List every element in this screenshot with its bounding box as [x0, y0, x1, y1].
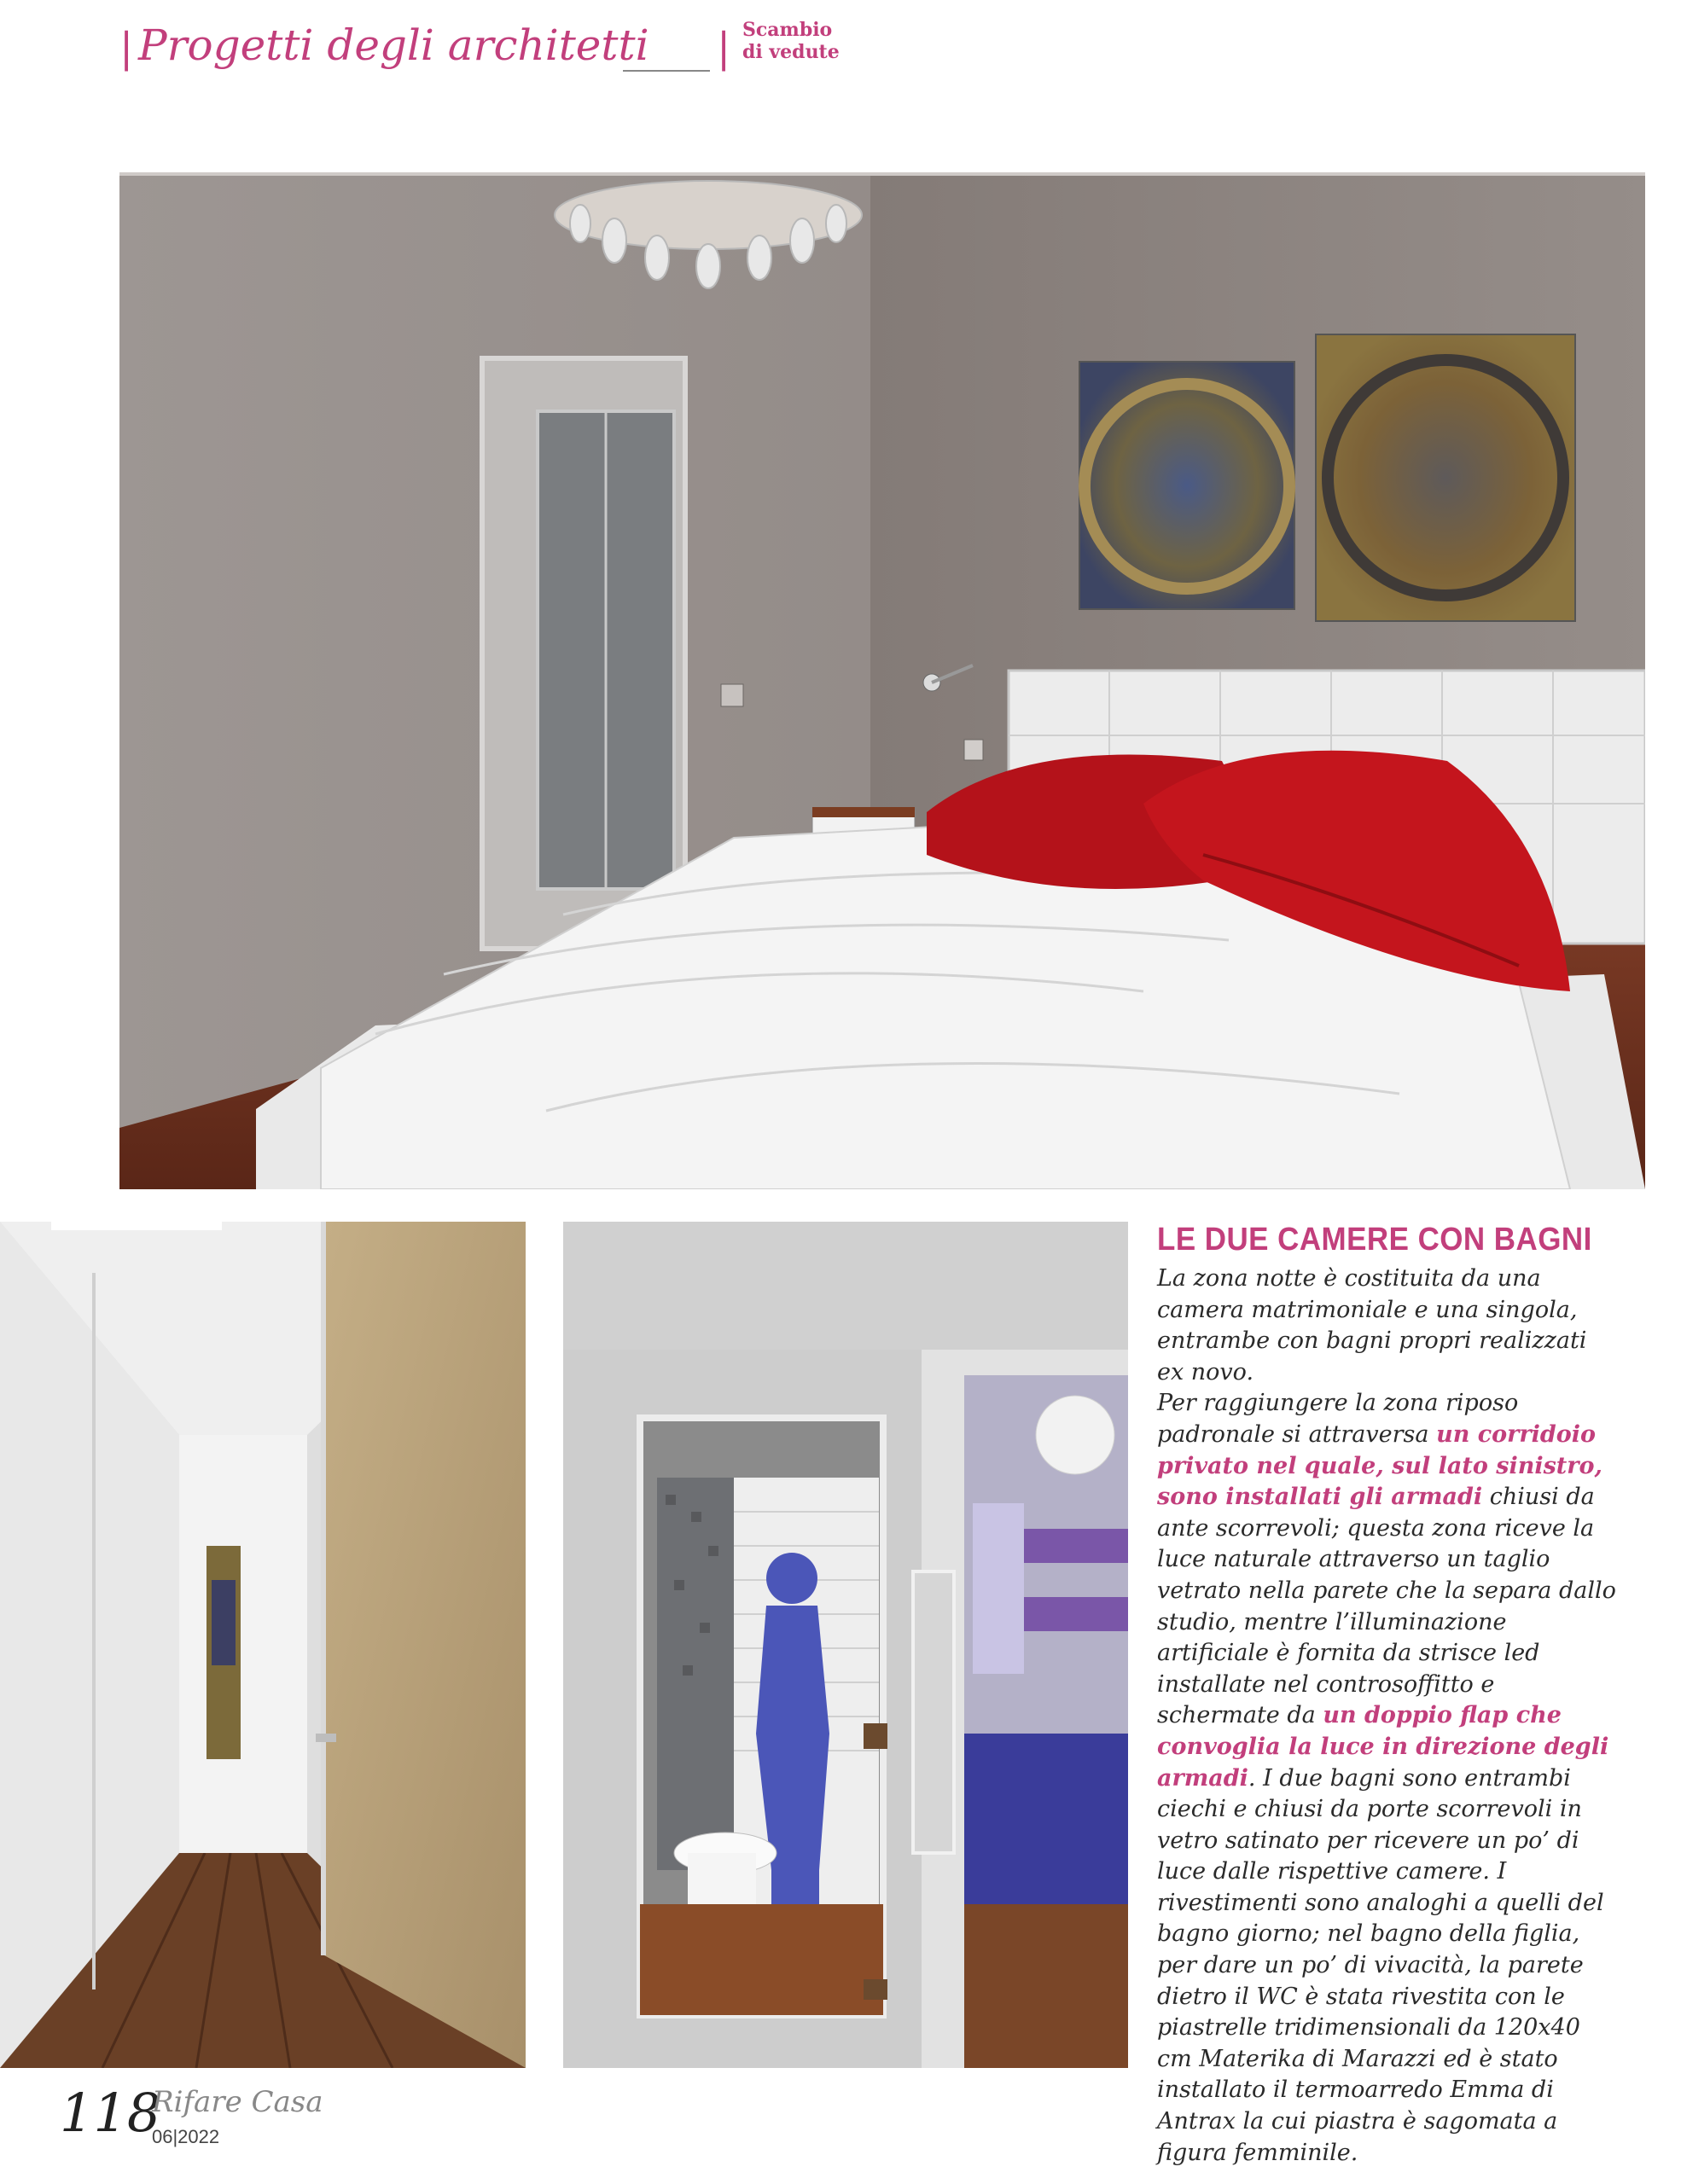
- article-title: LE DUE CAMERE CON BAGNI: [1157, 1222, 1592, 1258]
- article-text: chiusi da ante scorrevoli; questa zona riceve la luce naturale attraverso un taglio vetrato nella parete che la separa dallo studio, mentre l’illuminazione artificiale è fornita da strisce led installate nel controsoffitto e schermate da: [1157, 1484, 1616, 1729]
- article-paragraph-1: La zona notte è costituita da una camera matrimoniale e una singola, entrambe con bagni propri realizzati ex novo.: [1157, 1265, 1587, 1385]
- master-bedroom-photo: [119, 172, 1645, 1189]
- article-paragraph-2: [1157, 1388, 1618, 2169]
- subtitle-underline: [623, 70, 710, 72]
- corridor-illustration: [0, 1222, 526, 2068]
- section-subtitle-line1: Scambio: [742, 19, 833, 41]
- daughter-bathroom-photo: [563, 1222, 1128, 2068]
- master-bedroom-illustration: [119, 172, 1645, 1189]
- article-text: . I due bagni sono entrambi ciechi e chiusi da porte scorrevoli in vetro satinato per ricevere un po’ di luce dalle rispettive camere. I rivestimenti sono analoghi a quelli del bagno giorno; nel bagno della figlia, per dare un po’ di vivacità, la parete dietro il WC è stata rivestita con le piastrelle tridimensionali da 120x40 cm Materika di Marazzi ed è stato installato il termoarredo Emma di Antrax la cui piastra è sagomata a figura femminile.: [1157, 1764, 1604, 2166]
- section-subtitle: [742, 19, 840, 63]
- article-text: Per raggiungere la zona riposo padronale si attraversa: [1157, 1390, 1519, 1448]
- header-divider-left: |: [119, 24, 134, 72]
- article-highlight: un doppio flap che convoglia la luce in direzione degli armadi: [1157, 1702, 1609, 1792]
- bathroom-illustration: [563, 1222, 1128, 2068]
- article: [1157, 1222, 1618, 2169]
- header-divider-right: |: [717, 24, 731, 72]
- corridor-photo: [0, 1222, 526, 2068]
- section-subtitle-line2: di vedute: [742, 41, 840, 63]
- magazine-name: Rifare Casa: [152, 2085, 323, 2119]
- section-title: Progetti degli architetti: [138, 20, 649, 70]
- page-number: 118: [60, 2082, 161, 2144]
- issue-date: 06|2022: [152, 2126, 220, 2147]
- article-highlight: un corridoio privato nel quale, sul lato sinistro, sono installati gli armadi: [1157, 1420, 1602, 1511]
